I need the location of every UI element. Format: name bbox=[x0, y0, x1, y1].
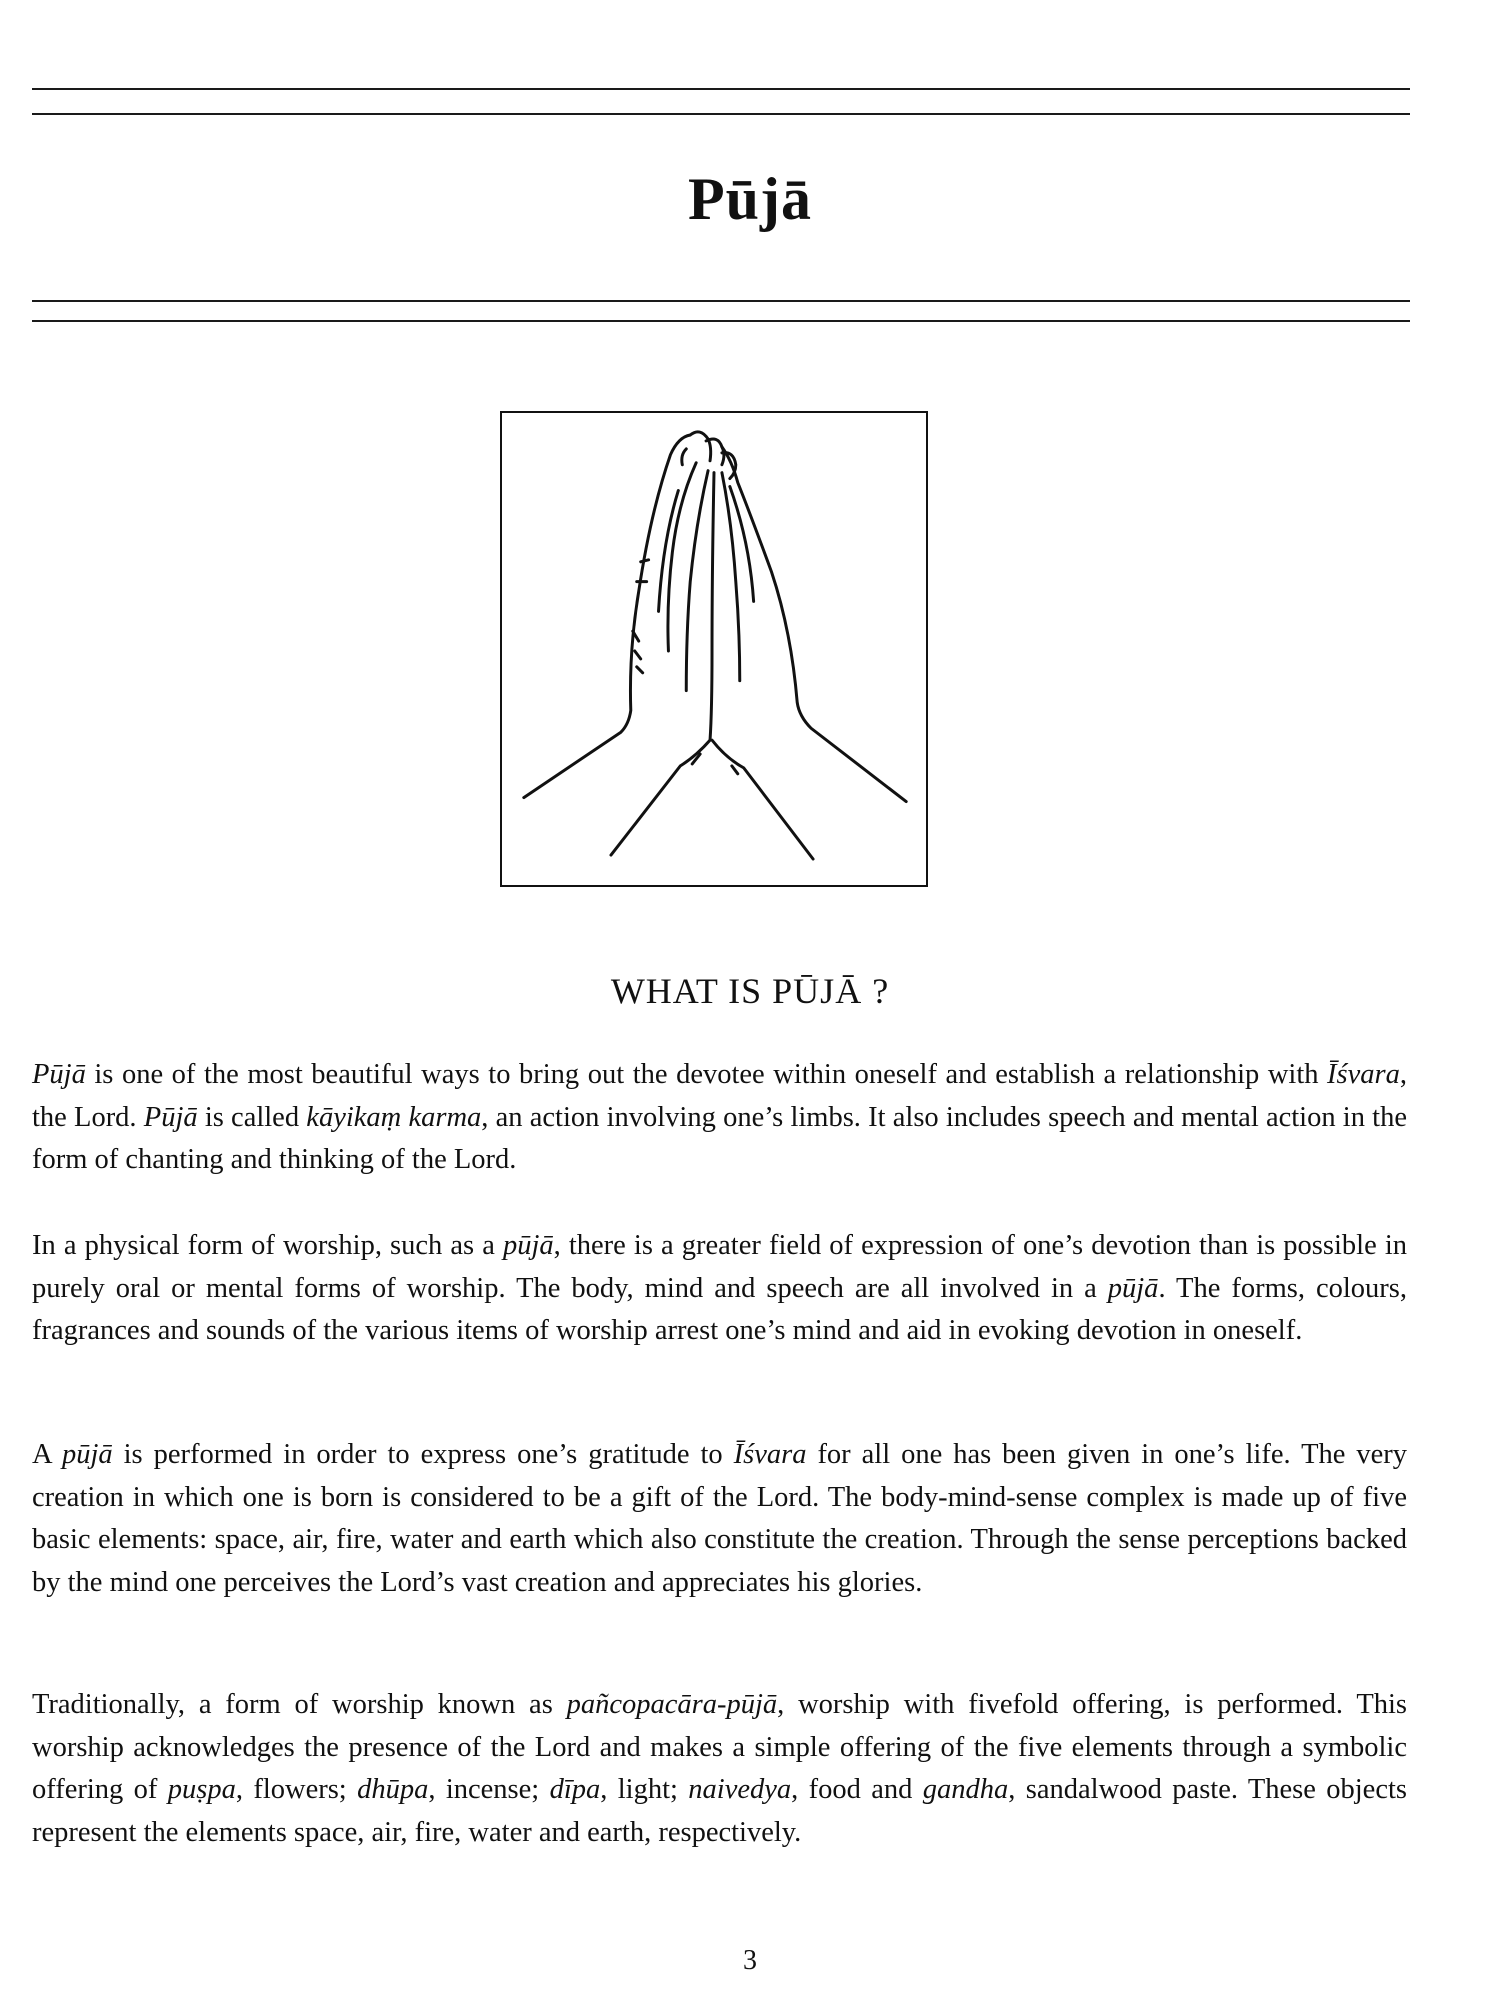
text-segment: . The forms, colours, fragrances and sounds of the various items of worship arrest one’s mind and aid in evoking devotion in oneself. bbox=[32, 1272, 1407, 1346]
page-title: Pūjā bbox=[688, 166, 812, 232]
text-segment: , food and bbox=[791, 1774, 923, 1805]
illustration-frame bbox=[500, 411, 928, 887]
term-dipa: dīpa bbox=[549, 1774, 601, 1805]
term-puja: Pūjā bbox=[32, 1059, 86, 1090]
term-kayikam-karma: kāyikaṃ karma bbox=[306, 1101, 482, 1133]
term-dhupa: dhūpa bbox=[357, 1774, 429, 1805]
text-segment: , flowers; bbox=[235, 1774, 358, 1805]
term-puja: pūjā bbox=[1107, 1272, 1159, 1304]
term-gandha: gandha bbox=[922, 1774, 1009, 1805]
term-puspa: puṣpa bbox=[167, 1774, 236, 1805]
top-rule-2 bbox=[32, 113, 1410, 115]
title-rule-1 bbox=[32, 300, 1410, 302]
text-segment: for all one has been given in one’s life. The very creation in which one is born is considered to be a gift of the Lord. The body-mind-sense complex is made up of five basic elements: space, air, fire, water and earth which also constitute the creation. Through the sense perceptions backed by the mind one perceives the Lord’s vast creation and appreciates his glories. bbox=[32, 1439, 1407, 1598]
text-segment: A bbox=[32, 1439, 62, 1470]
text-segment: is called bbox=[197, 1101, 307, 1133]
section-heading: WHAT IS PŪJĀ ? bbox=[610, 971, 890, 1011]
paragraph-2 bbox=[32, 1225, 1407, 1353]
paragraph-1 bbox=[32, 1054, 1407, 1182]
top-rule-1 bbox=[32, 88, 1410, 90]
text-segment: , an action involving one’s limbs. It also includes speech and mental action in the form of chanting and thinking of the Lord. bbox=[32, 1101, 1407, 1175]
text-segment: , there is a greater field of expression of one’s devotion than is possible in purely oral or mental forms of worship. The body, mind and speech are all involved in a bbox=[32, 1230, 1407, 1304]
text-segment: , incense; bbox=[428, 1774, 550, 1805]
text-segment: , the Lord. bbox=[32, 1059, 1407, 1133]
term-pancopacara-puja: pañcopacāra-pūjā bbox=[566, 1689, 778, 1720]
term-puja: pūjā bbox=[502, 1230, 554, 1261]
term-isvara: Īśvara bbox=[733, 1439, 807, 1470]
text-segment: , light; bbox=[600, 1774, 689, 1805]
text-segment: is one of the most beautiful ways to bring out the devotee within oneself and establish a relationship with bbox=[85, 1059, 1328, 1090]
title-rule-2 bbox=[32, 320, 1410, 322]
text-segment: Traditionally, a form of worship known as bbox=[32, 1689, 567, 1720]
paragraph-4 bbox=[32, 1684, 1407, 1854]
praying-hands-icon bbox=[502, 413, 926, 885]
text-segment: In a physical form of worship, such as a bbox=[32, 1230, 503, 1261]
term-puja: Pūjā bbox=[143, 1101, 198, 1133]
term-naivedya: naivedya bbox=[688, 1774, 792, 1805]
term-isvara: Īśvara bbox=[1327, 1059, 1400, 1090]
term-puja: pūjā bbox=[61, 1439, 113, 1470]
page-number: 3 bbox=[743, 1945, 757, 1976]
text-segment: is performed in order to express one’s gratitude to bbox=[112, 1439, 734, 1470]
paragraph-3 bbox=[32, 1434, 1407, 1604]
text-segment: , worship with fivefold offering, is performed. This worship acknowledges the presence of the Lord and makes a simple offering of the five elements through a symbolic offering of bbox=[32, 1689, 1407, 1805]
text-segment: , sandalwood paste. These objects represent the elements space, air, fire, water and earth, respectively. bbox=[32, 1774, 1407, 1848]
